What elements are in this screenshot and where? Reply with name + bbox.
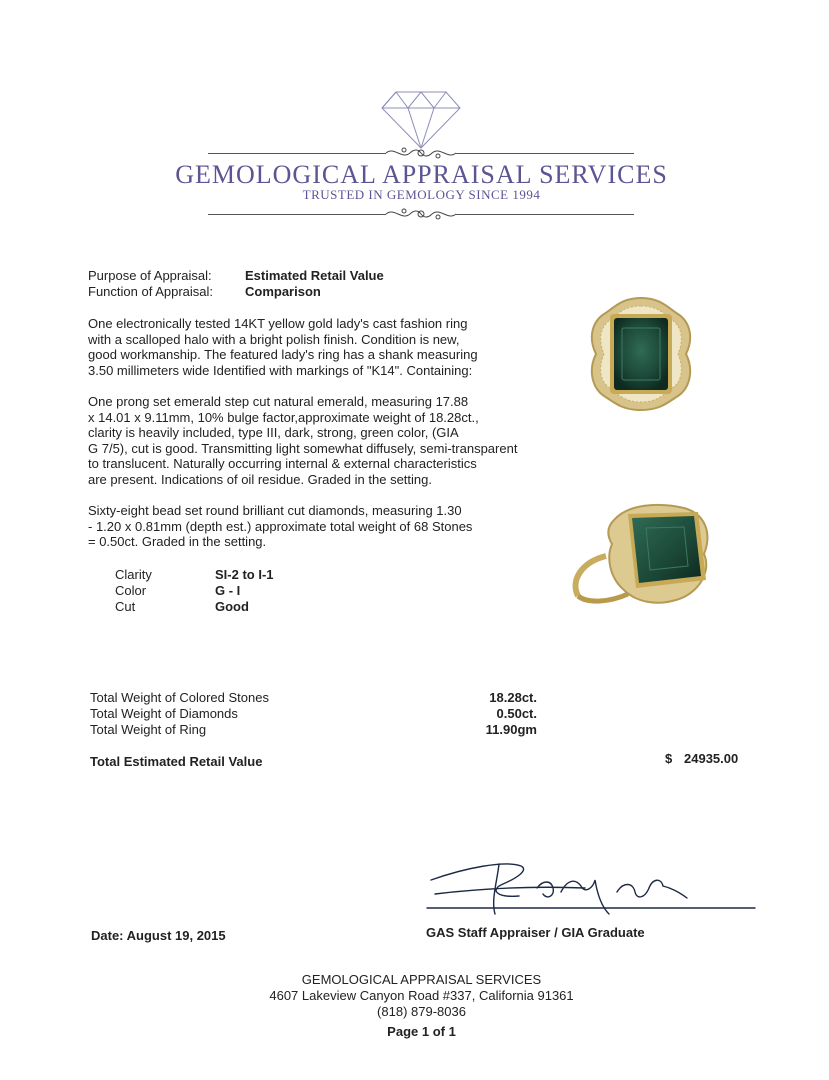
text-line: = 0.50ct. Graded in the setting. (88, 534, 267, 550)
company-tagline: TRUSTED IN GEMOLOGY SINCE 1994 (302, 187, 541, 202)
text-line: Sixty-eight bead set round brilliant cut diamonds, measuring 1.30 (88, 503, 462, 518)
ring-angled-view-photo (566, 500, 716, 610)
company-name: GEMOLOGICAL APPRAISAL SERVICES (175, 160, 668, 189)
cut-label: Cut (115, 599, 136, 614)
header-rule-top-right (456, 153, 634, 154)
text-line: One prong set emerald step cut natural emerald, measuring 17.88 (88, 394, 469, 409)
appraisal-date: Date: August 19, 2015 (91, 928, 226, 943)
purpose-label: Purpose of Appraisal: (88, 268, 212, 283)
header-rule-top-left (208, 153, 386, 154)
total-colored-stones-label: Total Weight of Colored Stones (90, 690, 269, 705)
text-line: G 7/5), cut is good. Transmitting light somewhat diffusely, semi-transparent (88, 440, 518, 456)
header-rule-bottom-right (456, 214, 634, 215)
header-rule-bottom-left (208, 214, 386, 215)
appraiser-title: GAS Staff Appraiser / GIA Graduate (426, 925, 645, 940)
total-diamonds-value: 0.50ct. (496, 706, 537, 721)
ring-description (88, 316, 478, 378)
estimate-amount: 24935.00 (684, 751, 739, 766)
total-ring-weight-value: 11.90gm (485, 722, 537, 737)
text-line: x 14.01 x 9.11mm, 10% bulge factor,approximate weight of 18.28ct., (88, 409, 479, 425)
total-diamonds-label: Total Weight of Diamonds (90, 706, 238, 721)
text-line: One electronically tested 14KT yellow gold lady's cast fashion ring (88, 316, 468, 331)
cut-value: Good (215, 599, 249, 614)
text-line: are present. Indications of oil residue. Graded in the setting. (88, 471, 432, 487)
function-label: Function of Appraisal: (88, 284, 214, 299)
footer-company: GEMOLOGICAL APPRAISAL SERVICES (301, 972, 542, 987)
diamond-description (88, 503, 472, 550)
text-line: good workmanship. The featured lady's ring has a shank measuring (88, 347, 478, 363)
clarity-label: Clarity (115, 567, 152, 582)
text-line: to translucent. Naturally occurring internal & external characteristics (88, 456, 477, 472)
clarity-value: SI-2 to I-1 (215, 567, 274, 582)
page-number: Page 1 of 1 (387, 1024, 456, 1039)
diamond-outline-icon (380, 90, 462, 150)
emerald-description (88, 394, 517, 488)
total-ring-weight-label: Total Weight of Ring (90, 722, 207, 737)
function-value: Comparison (245, 284, 321, 299)
estimate-label: Total Estimated Retail Value (90, 754, 263, 769)
text-line: clarity is heavily included, type III, dark, strong, green color, (GIA (88, 425, 459, 441)
footer-phone: (818) 879-8036 (377, 1004, 466, 1019)
text-line: - 1.20 x 0.81mm (depth est.) approximate total weight of 68 Stones (88, 518, 473, 534)
total-colored-stones-value: 18.28ct. (489, 690, 537, 705)
ring-top-view-photo (586, 296, 696, 412)
purpose-value: Estimated Retail Value (245, 268, 384, 283)
footer-address: 4607 Lakeview Canyon Road #337, California 91361 (269, 988, 574, 1003)
estimate-currency: $ (665, 751, 673, 766)
color-value: G - I (215, 583, 241, 598)
color-label: Color (115, 583, 147, 598)
text-line: with a scalloped halo with a bright polish finish. Condition is new, (88, 331, 460, 347)
text-line: 3.50 millimeters wide Identified with markings of "K14". Containing: (88, 362, 473, 378)
appraiser-signature (425, 858, 760, 920)
scroll-ornament-icon (384, 205, 458, 223)
